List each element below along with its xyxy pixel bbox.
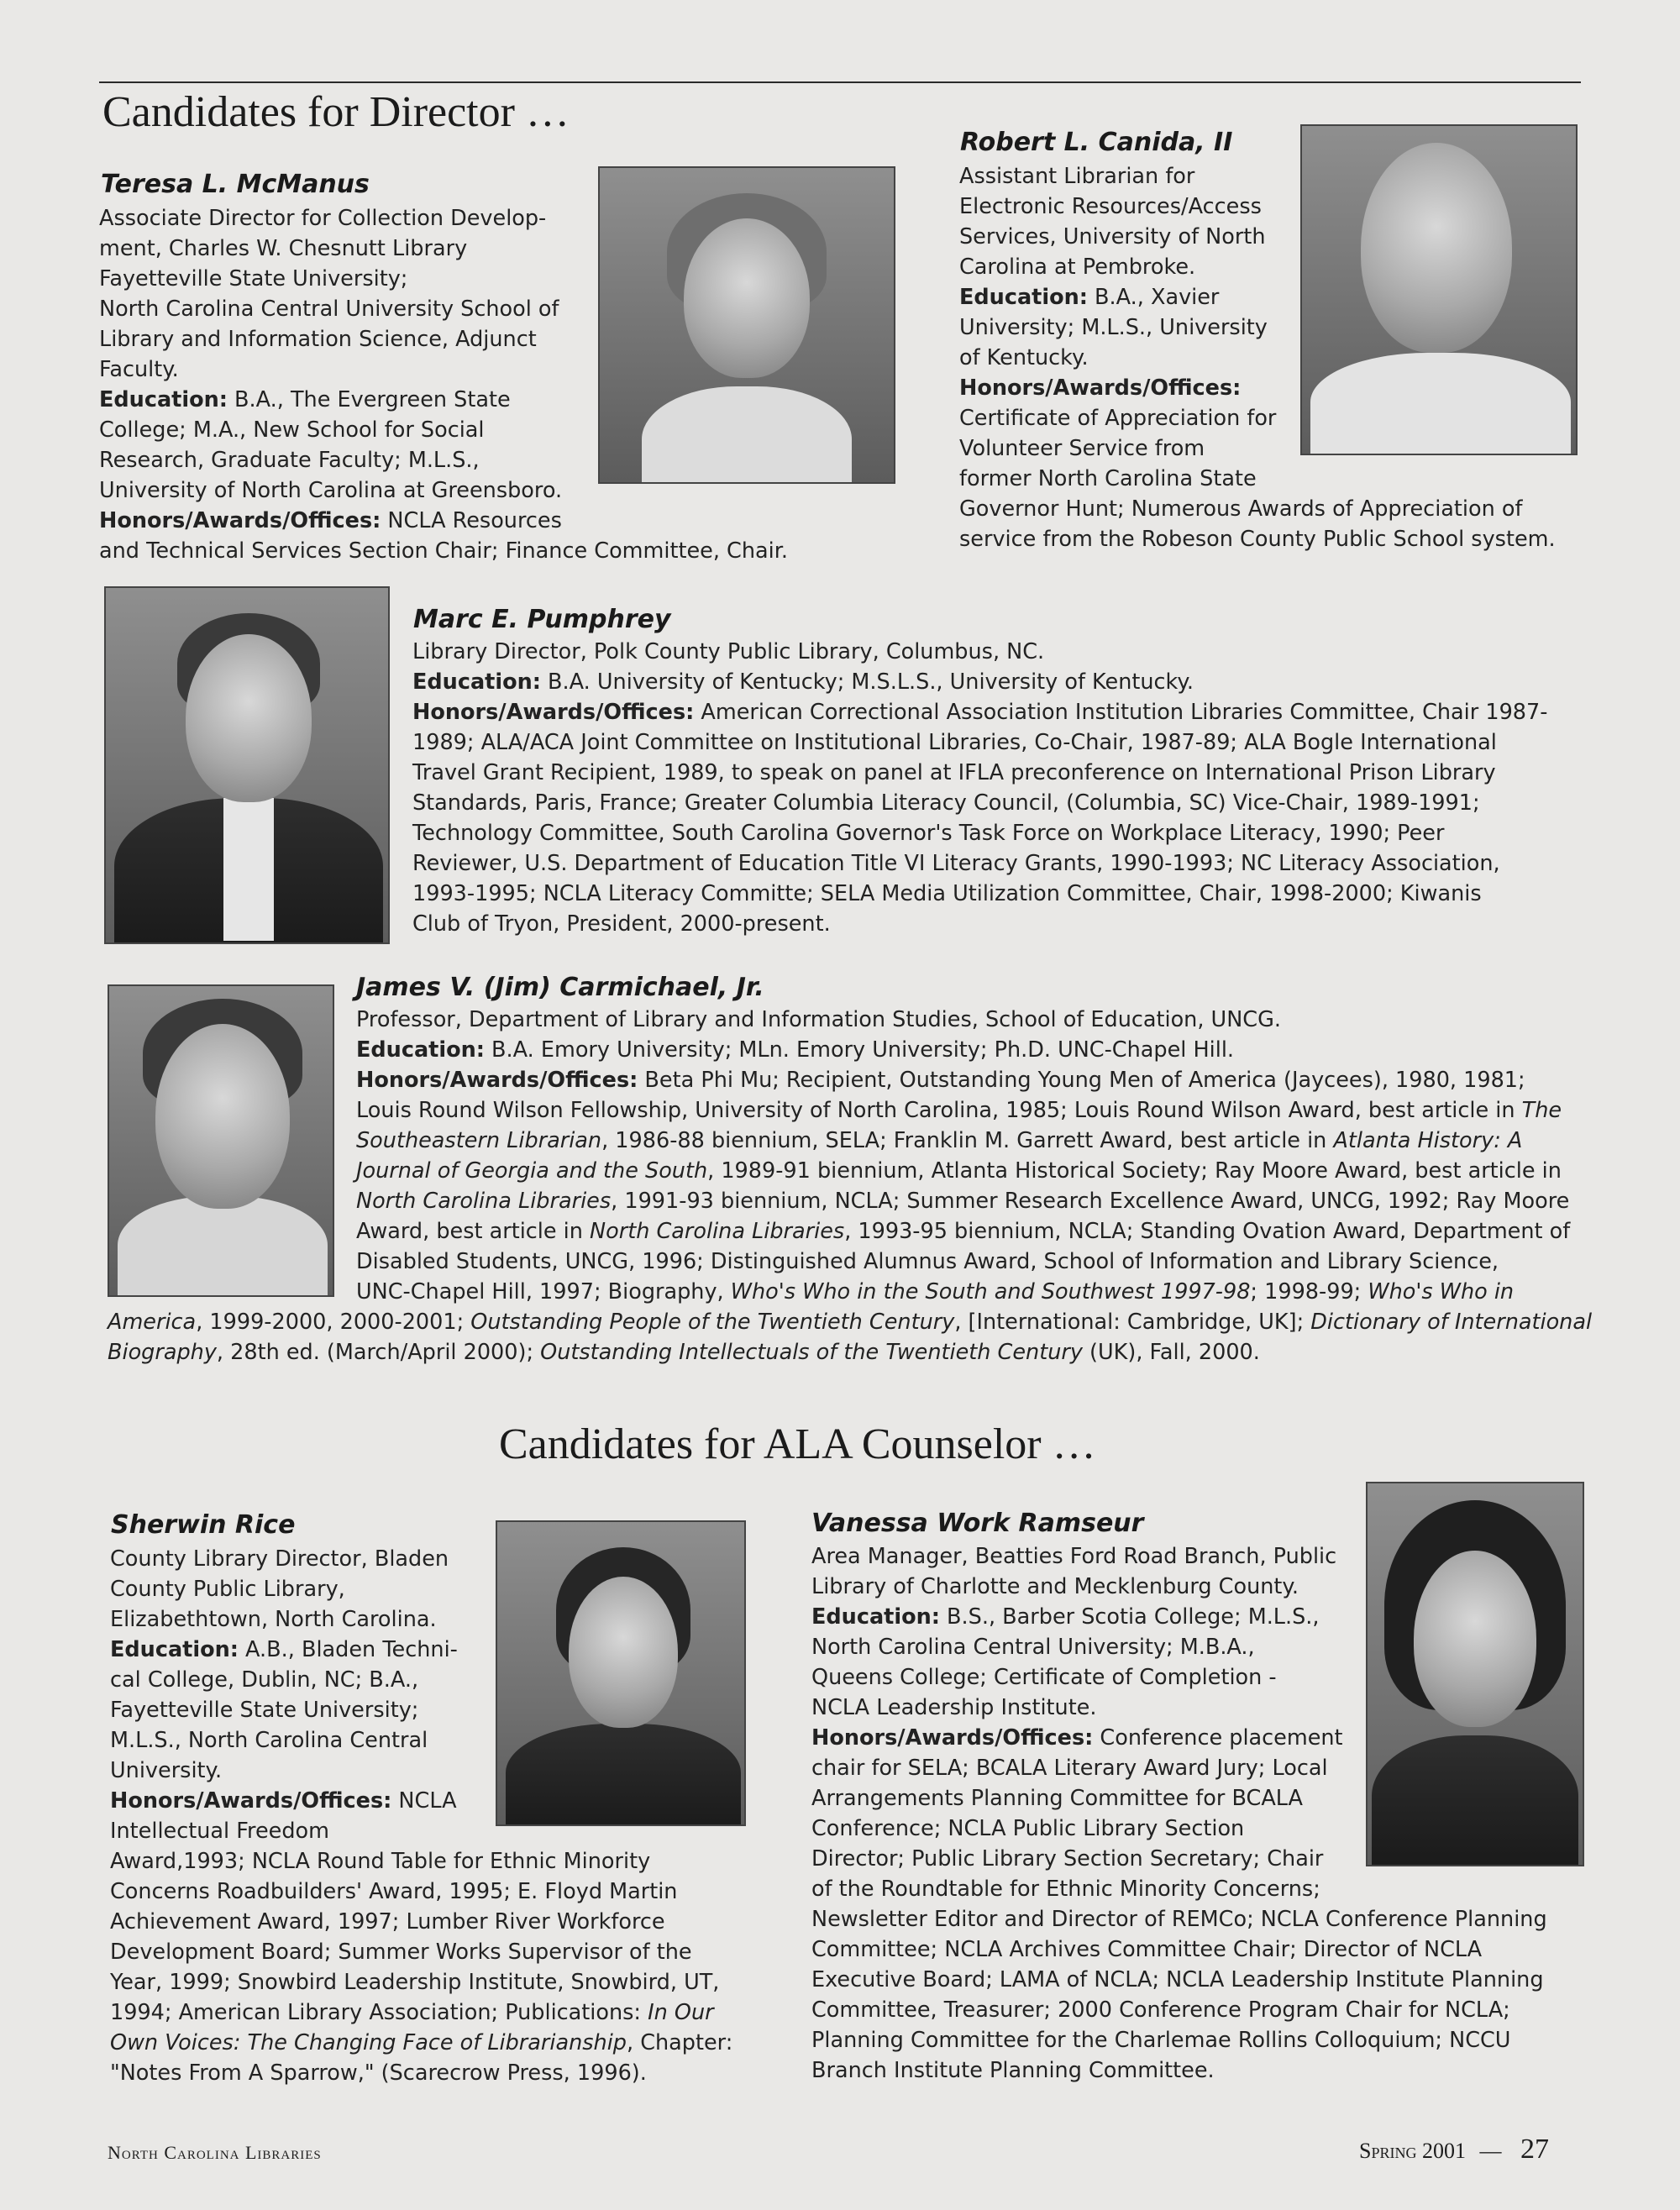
candidate-bio-pumphrey: Library Director, Polk County Public Library, Columbus, NC. Education: B.A. University of Kentucky; M.S.L.S., University of Kentucky. Honors/Awards/Offices: American Correctional Association Institution Libraries Committee, Chair 1987- 1989; ALA/ACA Joint Committee on Institutional Libraries, Co-Chair, 1987-89; ALA Bogle International Travel Grant Recipient, 1989, to speak on panel at IFLA preconference on International Prison Library Standards, Paris, France; Greater Columbia Literacy Council, (Columbia, SC) Vice-Chair, 1989-1991; Technology Committee, South Carolina Governor's Task Force on Workplace Literacy, 1990; Peer Reviewer, U.S. Department of Education Title VI Literacy Grants, 1990-1993; NC Literacy Association, 1993-1995; NCLA Literacy Committe; SELA Media Utilization Committee, Chair, 1998-2000; Kiwanis Club of Tryon, President, 2000-present. [412, 639, 1548, 937]
photo-pumphrey [104, 586, 390, 944]
footer-issue-page [1359, 2134, 1549, 2165]
page-number: 27 [1520, 2134, 1549, 2165]
photo-canida [1300, 124, 1578, 455]
section-title-director: Candidates for Director … [102, 88, 570, 136]
candidate-name-rice: Sherwin Rice [111, 1510, 296, 1540]
photo-rice [496, 1520, 746, 1826]
section-title-counselor: Candidates for ALA Counselor … [499, 1420, 1096, 1468]
candidate-name-ramseur: Vanessa Work Ramseur [811, 1509, 1144, 1538]
candidate-bio-carmichael-continued: America, 1999-2000, 2000-2001; Outstanding People of the Twentieth Century, [International: Cambridge, UK]; Dictionary of International Biography, 28th ed. (March/April 2000); Outstanding Intellectuals of the Twentieth Century (UK), Fall, 2000. [108, 1310, 1593, 1365]
candidate-name-carmichael: James V. (Jim) Carmichael, Jr. [356, 973, 764, 1002]
photo-ramseur [1366, 1482, 1584, 1866]
candidate-name-pumphrey: Marc E. Pumphrey [413, 605, 671, 634]
footer-publication: North Carolina Libraries [108, 2142, 322, 2163]
candidate-bio-mcmanus: Associate Director for Collection Develop- ment, Charles W. Chesnutt Library Fayetteville State University; North Carolina Central University School of Library and Information Science, Adjunct Faculty. Education: B.A., The Evergreen State College; M.A., New School for Social Research, Graduate Faculty; M.L.S., University of North Carolina at Greensboro. Honors/Awards/Offices: NCLA Resources and Technical Services Section Chair; Finance Committee, Chair. [99, 206, 788, 564]
footer-separator: — [1479, 2139, 1502, 2163]
candidate-bio-canida: Assistant Librarian for Electronic Resources/Access Services, University of North Carolina at Pembroke. Education: B.A., Xavier University; M.L.S., University of Kentucky. Honors/Awards/Offices: Certificate of Appreciation for Volunteer Service from former North Carolina State Governor Hunt; Numerous Awards of Appreciation of service from the Robeson County Public School system. [959, 164, 1556, 552]
photo-mcmanus [598, 166, 895, 484]
top-rule [99, 81, 1581, 83]
candidate-name-mcmanus: Teresa L. McManus [101, 170, 370, 199]
candidate-bio-rice: County Library Director, Bladen County Public Library, Elizabethtown, North Carolina. Education: A.B., Bladen Techni- cal College, Dublin, NC; B.A., Fayetteville State University; M.L.S., North Carolina Central University. Honors/Awards/Offices: NCLA Intellectual Freedom Award,1993; NCLA Round Table for Ethnic Minority Concerns Roadbuilders' Award, 1995; E. Floyd Martin Achievement Award, 1997; Lumber River Workforce Development Board; Summer Works Supervisor of the Year, 1999; Snowbird Leadership Institute, Snowbird, UT, 1994; American Library Association; Publications: In Our Own Voices: The Changing Face of Librarianship, Chapter: "Notes From A Sparrow," (Scarecrow Press, 1996). [110, 1546, 733, 2086]
candidate-bio-carmichael: Professor, Department of Library and Information Studies, School of Education, UNCG. Education: B.A. Emory University; MLn. Emory University; Ph.D. UNC-Chapel Hill. Honors/Awards/Offices: Beta Phi Mu; Recipient, Outstanding Young Men of America (Jaycees), 1980, 1981; Louis Round Wilson Fellowship, University of North Carolina, 1985; Louis Round Wilson Award, best article in The Southeastern Librarian, 1986-88 biennium, SELA; Franklin M. Garrett Award, best article in Atlanta History: A Journal of Georgia and the South, 1989-91 biennium, Atlanta Historical Society; Ray Moore Award, best article in North Carolina Libraries, 1991-93 biennium, NCLA; Summer Research Excellence Award, UNCG, 1992; Ray Moore Award, best article in North Carolina Libraries, 1993-95 biennium, NCLA; Standing Ovation Award, Department of Disabled Students, UNCG, 1996; Distinguished Alumnus Award, School of Information and Library Science, UNC-Chapel Hill, 1997; Biography, Who's Who in the South and Southwest 1997-98; 1998-99; Who's Who in [356, 1007, 1571, 1304]
candidate-bio-ramseur: Area Manager, Beatties Ford Road Branch, Public Library of Charlotte and Mecklenburg County. Education: B.S., Barber Scotia College; M.L.S., North Carolina Central University; M.B.A., Queens College; Certificate of Completion - NCLA Leadership Institute. Honors/Awards/Offices: Conference placement chair for SELA; BCALA Literary Award Jury; Local Arrangements Planning Committee for BCALA Conference; NCLA Public Library Section Director; Public Library Section Secretary; Chair of the Roundtable for Ethnic Minority Concerns; Newsletter Editor and Director of REMCo; NCLA Conference Planning Committee; NCLA Archives Committee Chair; Director of NCLA Executive Board; LAMA of NCLA; NCLA Leadership Institute Planning Committee, Treasurer; 2000 Conference Program Chair for NCLA; Planning Committee for the Charlemae Rollins Colloquium; NCCU Branch Institute Planning Committee. [811, 1544, 1547, 2083]
photo-carmichael [108, 984, 334, 1297]
footer-issue: Spring 2001 [1359, 2139, 1466, 2163]
candidate-name-canida: Robert L. Canida, II [960, 128, 1233, 157]
